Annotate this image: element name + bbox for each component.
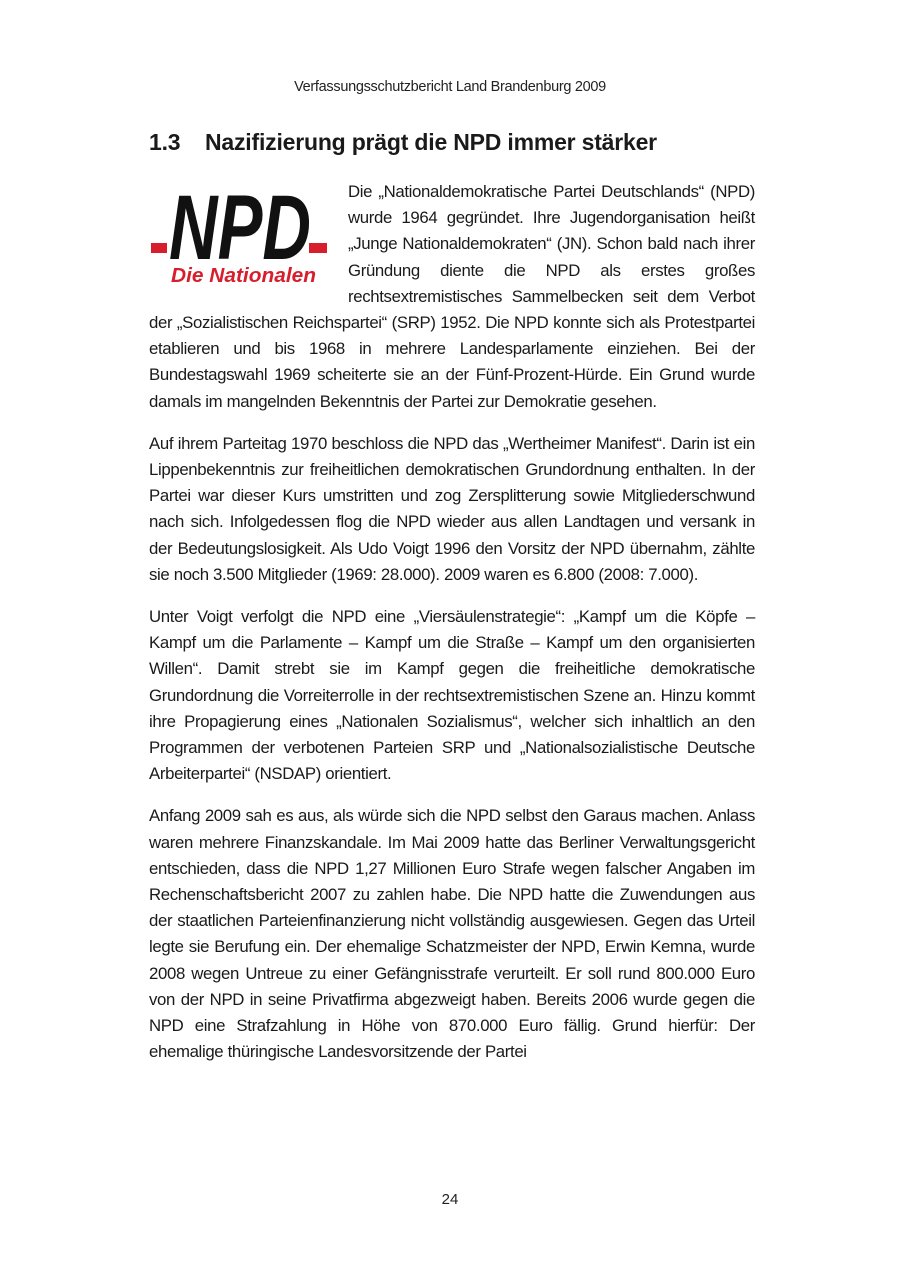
logo-wordmark: NPD [169,179,311,279]
logo-left-bar [151,243,167,253]
paragraph-4: Anfang 2009 sah es aus, als würde sich die NPD selbst den Garaus machen. Anlass waren mehrere Finanzskandale. Im Mai 2009 hatte das Berliner Verwaltungsgericht entschieden, dass die NPD 1,27 Millionen Euro Strafe wegen falscher Angaben im Rechenschaftsbericht 2007 zu zahlen habe. Die NPD hatte die Zuwendungen aus der staatlichen Parteienfinanzierung nicht vollständig ausgewiesen. Gegen das Urteil legte sie Berufung ein. Der ehemalige Schatzmeister der NPD, Erwin Kemna, wurde 2008 wegen Untreue zu einer Gefängnisstrafe verurteilt. Er soll rund 800.000 Euro von der NPD in seine Privatfirma abgezweigt haben. Bereits 2006 wurde gegen die NPD eine Strafzahlung in Höhe von 870.000 Euro fällig. Grund hierfür: Der ehemalige thüringische Landesvorsitzende der Partei [149,806,755,1062]
paragraph-3: Unter Voigt verfolgt die NPD eine „Viersäulenstrategie“: „Kampf um die Köpfe – Kampf um die Parlamente – Kampf um die Straße – Kampf um den organisierten Willen“. Damit strebt sie im Kampf gegen die freiheitliche demokratische Grundordnung die Vorreiterrolle in der rechtsextremistischen Szene an. Hinzu kommt ihre Propagierung eines „Nationalen Sozialismus“, welcher sich inhaltlich an den Programmen der verbotenen Parteien SRP und „Nationalsozialistische Deutsche Arbeiterpartei“ (NSDAP) orientiert. [149,607,755,784]
section-heading [149,129,769,156]
section-title: Nazifizierung prägt die NPD immer stärker [205,129,657,155]
section-number: 1.3 [149,129,181,155]
npd-logo-graphic [149,179,334,289]
page-number: 24 [441,1191,459,1208]
npd-logo [149,179,334,289]
logo-tagline: Die Nationalen [171,265,316,287]
logo-right-bar [309,243,327,253]
body-text [149,179,755,1082]
running-header: Verfassungsschutzbericht Land Brandenburg 2009 [294,79,606,95]
paragraph-1: Die „Nationaldemokratische Partei Deutschlands“ (NPD) wurde 1964 gegründet. Ihre Jugendorganisation heißt „Junge Nationaldemokraten“ (JN). Schon bald nach ihrer Gründung diente die NPD als erstes großes rechtsextremistisches Sammelbecken seit dem Verbot der „Sozialistischen Reichspartei“ (SRP) 1952. Die NPD konnte sich als Protestpartei etablieren und bis 1968 in mehrere Landesparlamente einziehen. Bei der Bundestagswahl 1969 scheiterte sie an der Fünf-Prozent-Hürde. Ein Grund wurde damals im mangelnden Bekenntnis der Partei zur Demokratie gesehen. [149,182,755,411]
paragraph-2: Auf ihrem Parteitag 1970 beschloss die NPD das „Wertheimer Manifest“. Darin ist ein Lippenbekenntnis zur freiheitlichen demokratischen Grundordnung enthalten. In der Partei war dieser Kurs umstritten und zog Zersplitterung sowie Mitgliederschwund nach sich. Infolgedessen flog die NPD wieder aus allen Landtagen und versank in der Bedeutungslosigkeit. Als Udo Voigt 1996 den Vorsitz der NPD übernahm, zählte sie noch 3.500 Mitglieder (1969: 28.000). 2009 waren es 6.800 (2008: 7.000). [149,433,755,584]
